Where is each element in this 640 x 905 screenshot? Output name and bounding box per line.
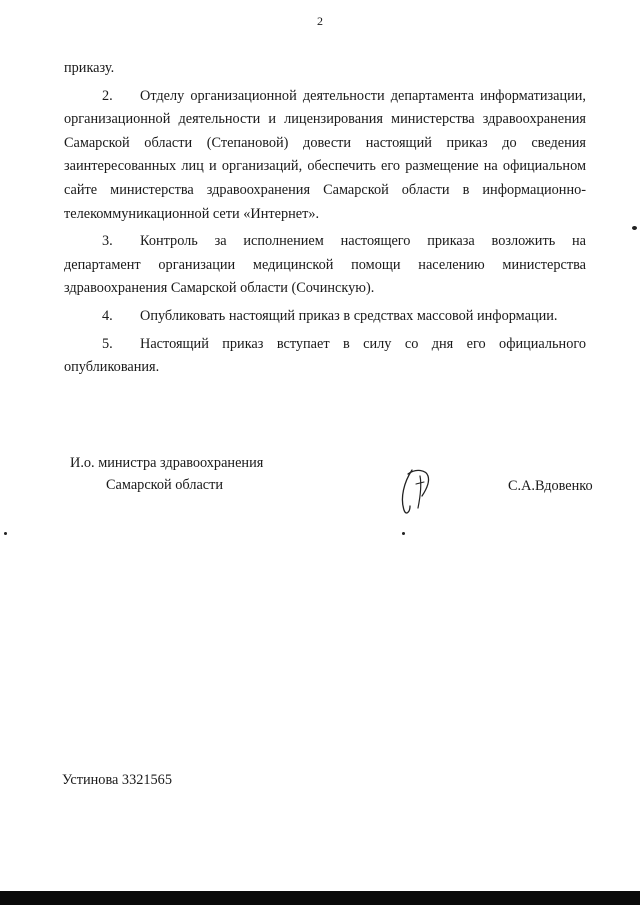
page-number: 2	[317, 14, 323, 28]
signatory-title-line2: Самарской области	[106, 477, 224, 493]
intro-line: приказу.	[64, 60, 115, 76]
paragraph-text: Опубликовать настоящий приказ в средствах массовой информации.	[140, 307, 558, 324]
order-body	[64, 57, 586, 384]
paragraph-text: Контроль за исполнением настоящего приказа возложить на департамент организации медицинской помощи населению министерства здравоохранения Самарской области (Сочинскую).	[64, 233, 586, 297]
paragraph-3	[64, 230, 586, 301]
handwritten-signature	[390, 462, 450, 522]
scan-speck	[4, 532, 7, 535]
signer-name: С.А.Вдовенко	[508, 478, 593, 494]
scan-speck	[632, 226, 637, 230]
paragraph-number: 5.	[102, 335, 113, 352]
paragraph-number: 4.	[102, 307, 113, 324]
executor-contact: Устинова 3321565	[62, 772, 172, 788]
signatory-title	[70, 452, 263, 496]
signatory-title-line1: И.о. министра здравоохранения	[70, 455, 264, 471]
paragraph-text: Отделу организационной деятельности департамента информатизации, организационной деятельности и лицензирования министерства здравоохранения Самарской области (Степановой) довести настоящий приказ до сведения заинтересованных лиц и организаций, обеспечить его размещение на официальном сайте министерства здравоохранения Самарской области в информационно-телекоммуникационной сети «Интернет».	[64, 87, 586, 222]
paragraph-4	[64, 305, 586, 329]
paragraph-number: 2.	[102, 87, 113, 104]
paragraph-5	[64, 333, 586, 380]
paragraph-text: Настоящий приказ вступает в силу со дня его официального опубликования.	[64, 335, 586, 376]
paragraph-2	[64, 85, 586, 227]
scan-bottom-border	[0, 891, 640, 905]
paragraph-number: 3.	[102, 233, 113, 250]
scan-speck	[402, 532, 405, 535]
